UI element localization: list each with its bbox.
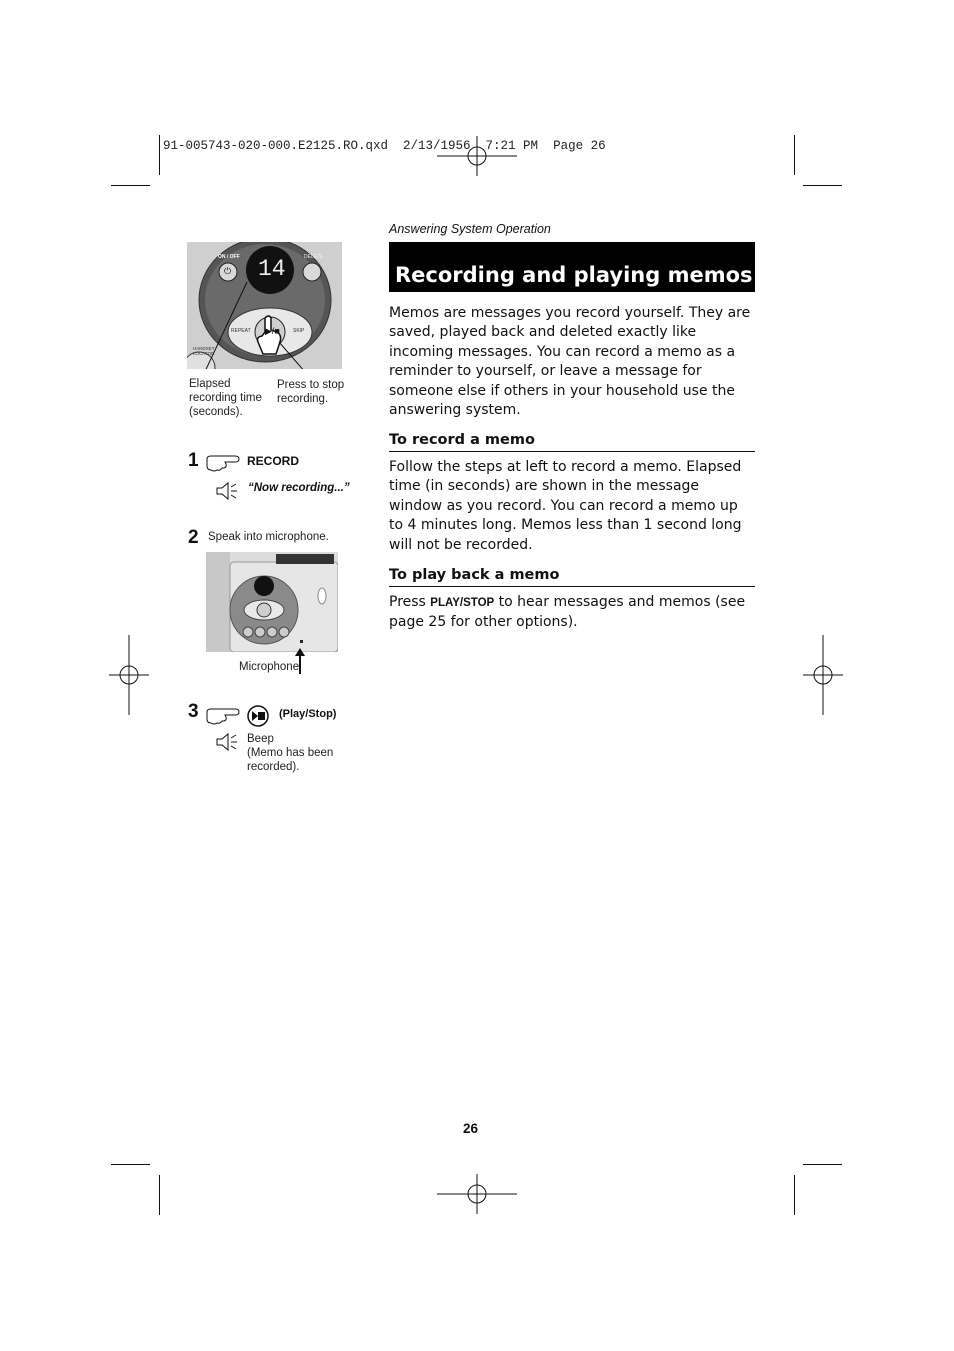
handset-locator-label: HANDSET LOCATOR (193, 346, 215, 356)
delete-label: DELETE (304, 254, 324, 260)
message-counter-display: 14 (258, 256, 286, 282)
base-unit-illustration (206, 552, 338, 652)
play-memo-heading: To play back a memo (389, 567, 560, 583)
play-text-post: to hear messages and memos (see page 25 for other options). (389, 594, 746, 631)
beep-note-line2: (Memo has been recorded). (247, 747, 334, 773)
section-label: Answering System Operation (389, 222, 551, 236)
now-recording-prompt: “Now recording...” (248, 482, 350, 494)
play-memo-paragraph (389, 593, 755, 633)
pointing-hand-icon (205, 704, 243, 726)
record-key-label: RECORD (247, 454, 300, 468)
heading-rule (389, 586, 755, 587)
on-off-label: ON / OFF (218, 254, 240, 260)
play-stop-label: (Play/Stop) (279, 708, 337, 720)
crop-mark (803, 185, 842, 186)
speaker-icon (214, 732, 240, 752)
press-stop-caption: Press to stop recording. (277, 379, 345, 405)
crop-mark (794, 1175, 795, 1215)
control-panel-figure (187, 242, 342, 369)
step-3-number: 3 (188, 701, 199, 722)
crop-mark (794, 135, 795, 175)
elapsed-time-caption: Elapsed recording time (seconds). (189, 378, 262, 418)
page-title: Recording and playing memos (395, 263, 753, 287)
microphone-callout: Microphone (239, 661, 300, 673)
arrow-up-icon (294, 648, 306, 674)
page-number: 26 (463, 1121, 479, 1136)
speak-instruction: Speak into microphone. (208, 531, 329, 543)
crop-mark (803, 1164, 842, 1165)
beep-note-line1: Beep (247, 733, 274, 745)
play-text-pre: Press (389, 594, 431, 610)
registration-mark-left (109, 635, 149, 715)
pointing-hand-icon (205, 451, 243, 473)
registration-mark-bottom (437, 1172, 517, 1216)
record-memo-heading: To record a memo (389, 432, 535, 448)
title-bar (389, 242, 755, 292)
step-2-number: 2 (188, 527, 199, 548)
step-1-number: 1 (188, 450, 199, 471)
intro-paragraph: Memos are messages you record yourself. They are saved, played back and deleted exactly like incoming messages. You can record a memo as a reminder to yourself, or leave a message for someone else if others in your household use the answering system. (389, 305, 751, 419)
base-unit-figure (206, 552, 338, 652)
repeat-label: REPEAT (231, 328, 251, 334)
registration-mark-right (803, 635, 843, 715)
crop-mark (111, 1164, 150, 1165)
crop-mark (159, 1175, 160, 1215)
play-stop-key-label: PLAY/STOP (430, 597, 495, 609)
heading-rule (389, 451, 755, 452)
skip-label: SKIP (293, 328, 305, 334)
record-memo-paragraph: Follow the steps at left to record a memo. Elapsed time (in seconds) are shown in the message window as you record. You can record a memo up to 4 minutes long. Memos less than 1 second long will not be recorded. (389, 459, 742, 553)
play-stop-button-icon (246, 705, 270, 727)
play-stop-icon: ▶/■ (265, 326, 280, 336)
print-slug: 91-005743-020-000.E2125.RO.qxd 2/13/1956 7:21 PM Page 26 (163, 139, 606, 153)
power-icon: ⏻ (224, 266, 232, 276)
speaker-icon (214, 481, 240, 501)
crop-mark (111, 185, 150, 186)
crop-mark (159, 135, 160, 175)
